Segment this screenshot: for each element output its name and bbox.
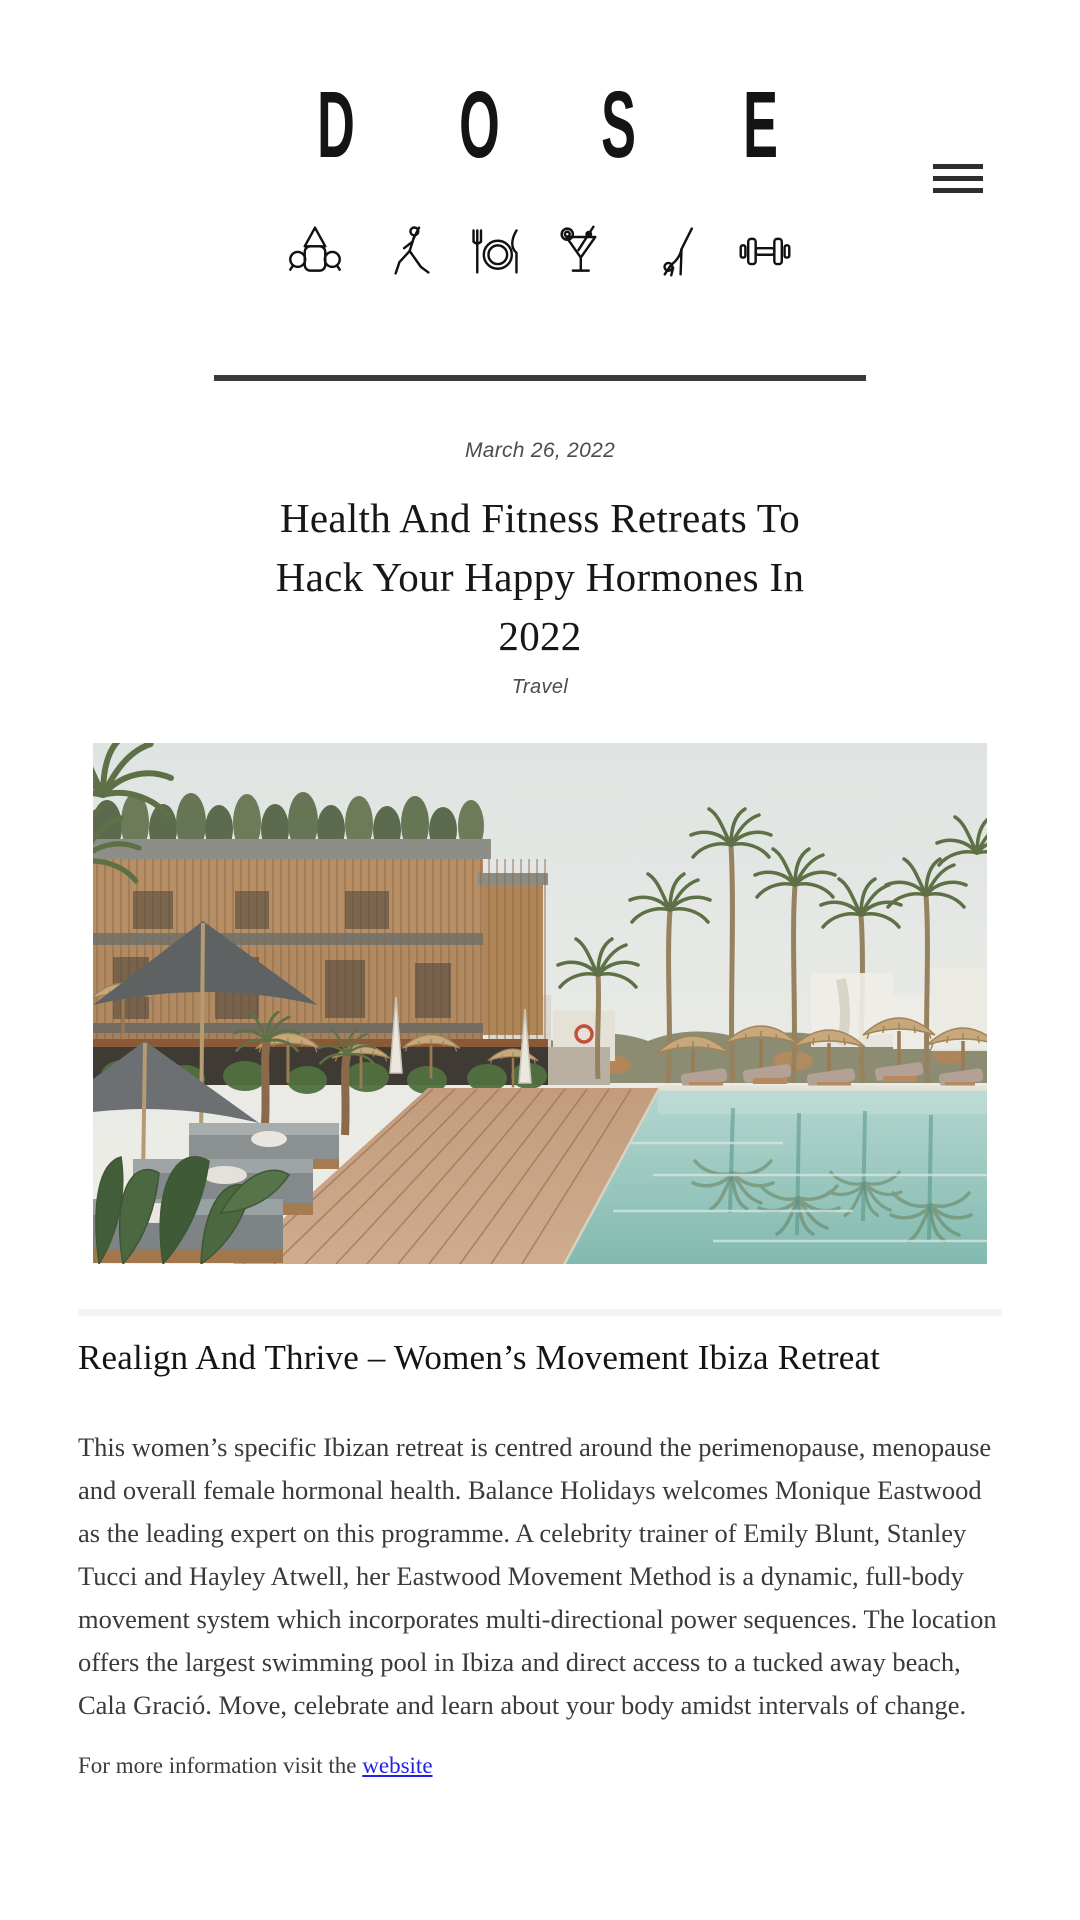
section-heading: Realign And Thrive – Women’s Movement Ibiza Retreat (78, 1338, 881, 1377)
body-paragraph: This women’s specific Ibizan retreat is centred around the perimenopause, menopause and overall female hormonal health. Balance Holidays welcomes Monique Eastwood as the leading expert on this programme. A celebrity trainer of Emily Blunt, Stanley Tucci and Hayley Atwell, her Eastwood Movement Method is a dynamic, full-body movement system which incorporates multi-directional power sequences. The location offers the largest swimming pool in Ibiza and direct access to a tucked away beach, Cala Gració. Move, celebrate and learn about your body amidst intervals of change. (78, 1432, 997, 1720)
dining-icon[interactable] (467, 223, 523, 279)
site-header (0, 0, 1080, 381)
category-icon-row (0, 223, 1080, 279)
dumbbell-icon[interactable] (737, 223, 793, 279)
cocktail-icon[interactable] (557, 223, 613, 279)
category-link-travel[interactable]: Travel (511, 676, 569, 698)
title-line: Hack Your Happy Hormones In (275, 554, 805, 600)
dining-icon-glyph (467, 223, 523, 279)
boxing-icon-glyph (287, 223, 343, 279)
warrior-pose-icon-glyph (377, 223, 433, 279)
hamburger-icon (933, 164, 983, 169)
site-logo[interactable] (0, 0, 1080, 178)
logo-letter: O (459, 72, 500, 178)
hamburger-icon (933, 176, 983, 181)
title-line: Health And Fitness Retreats To (279, 495, 801, 541)
post-date: March 26, 2022 (464, 439, 616, 462)
more-info-text: For more information visit the (78, 1753, 363, 1778)
website-link[interactable]: website (362, 1753, 433, 1778)
article (0, 439, 1080, 1779)
logo-letter: D (317, 72, 355, 178)
standing-split-icon[interactable] (647, 223, 703, 279)
warrior-pose-icon[interactable] (377, 223, 433, 279)
standing-split-icon-glyph (647, 223, 703, 279)
hamburger-icon (933, 188, 983, 193)
page-title (0, 489, 1080, 666)
hero-photo (93, 743, 987, 1264)
section-divider (78, 1309, 1002, 1316)
menu-button[interactable] (933, 164, 983, 193)
logo-letter: E (743, 72, 778, 178)
more-info-line (78, 1753, 1002, 1779)
cocktail-icon-glyph (557, 223, 613, 279)
title-line: 2022 (498, 613, 582, 659)
boxing-icon[interactable] (287, 223, 343, 279)
dumbbell-icon-glyph (737, 223, 793, 279)
header-divider (214, 375, 866, 381)
logo-letter: S (601, 72, 636, 178)
hotel-building (93, 791, 548, 1085)
article-content (78, 1338, 1002, 1779)
